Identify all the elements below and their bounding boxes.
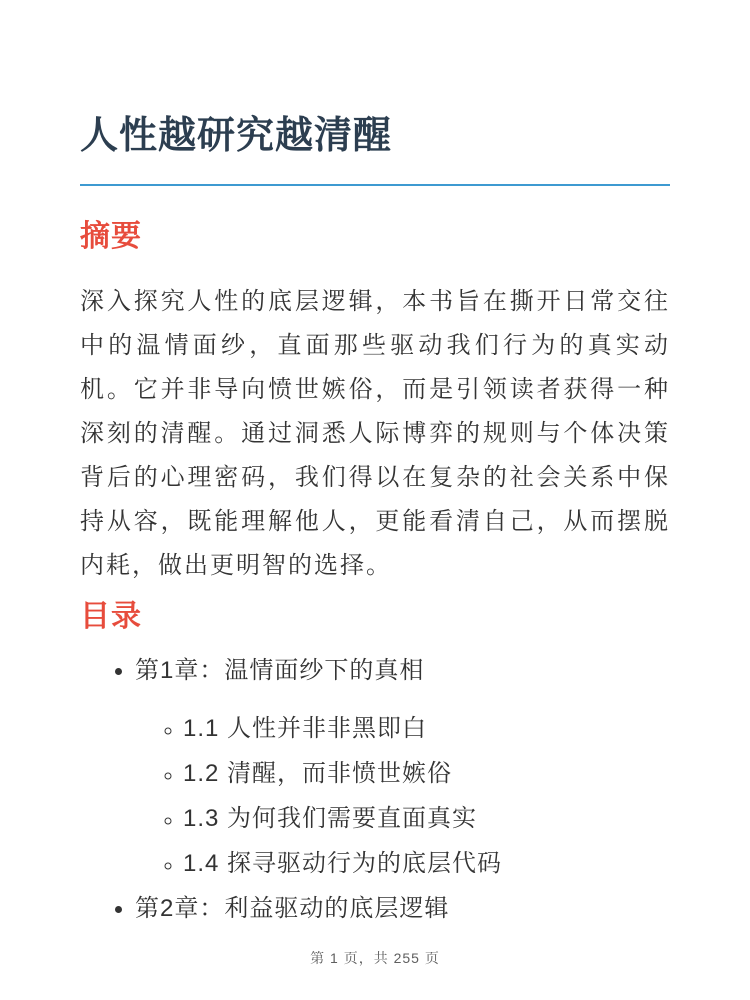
toc-chapter-label: 第2章：利益驱动的底层逻辑 (135, 895, 450, 922)
toc-section-item: ◦ 1.3 为何我们需要直面真实 (183, 804, 670, 834)
toc-section-item: ◦ 1.1 人性并非非黑即白 (183, 714, 670, 744)
page-title: 人性越研究越清醒 (80, 115, 393, 157)
toc-section-item: ◦ 1.2 清醒，而非愤世嫉俗 (183, 759, 670, 789)
toc-chapter-item (135, 894, 670, 924)
page-footer: 第 1 页，共 255 页 (310, 950, 440, 966)
toc-list (80, 656, 670, 924)
abstract-body: 深入探究人性的底层逻辑，本书旨在撕开日常交往中的温情面纱，直面那些驱动我们行为的真实动机。它并非导向愤世嫉俗，而是引领读者获得一种深刻的清醒。通过洞悉人际博弈的规则与个体决策背后的心理密码，我们得以在复杂的社会关系中保持从容，既能理解他人，更能看清自己，从而摆脱内耗，做出更明智的选择。 (80, 288, 670, 579)
toc-heading: 目录 (80, 600, 142, 633)
toc-section-item: ◦ 1.4 探寻驱动行为的底层代码 (183, 849, 670, 879)
toc-section-list (135, 714, 670, 879)
toc-chapter-item (135, 656, 670, 879)
abstract-heading: 摘要 (80, 220, 142, 253)
toc-chapter-label: 第1章：温情面纱下的真相 (135, 657, 425, 684)
title-divider (80, 184, 670, 186)
